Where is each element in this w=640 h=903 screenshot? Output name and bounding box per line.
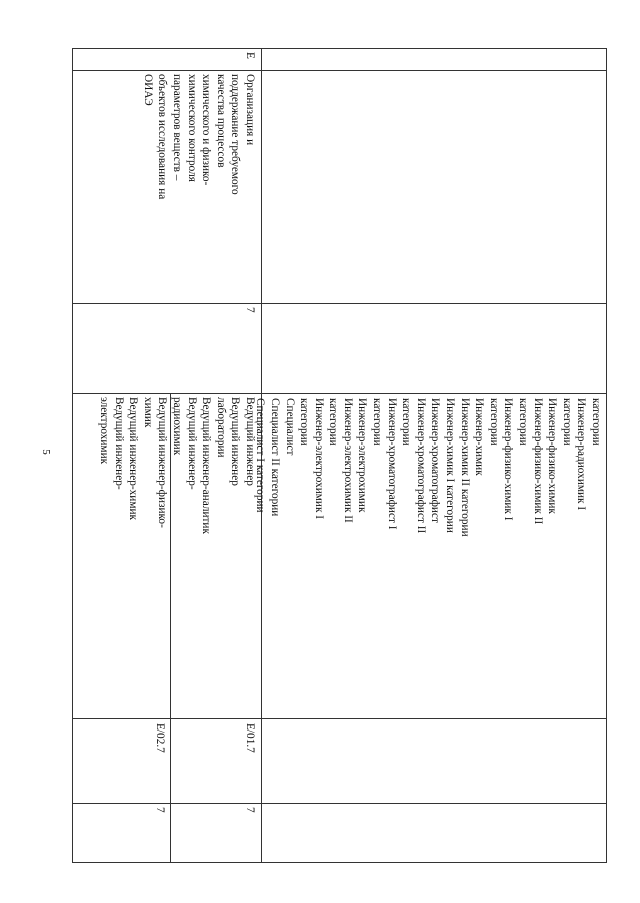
col-divider	[72, 303, 607, 304]
group-positions: Ведущий инженер Ведущий инженер лаборатории Ведущий инженер-аналитик Ведущий инженер- радиохимик Ведущий инженер-физико- химик Ведущий инженер-химик Ведущий инженер- электрохимик	[98, 397, 256, 534]
col-divider	[72, 393, 607, 394]
group-code: E	[244, 52, 256, 59]
function-code: E/02.7	[154, 723, 166, 753]
group-name: Организация и поддержание требуемого качества процессов химического и физико- химического контроля параметров веществ – объектов исследования на ОИАЭ	[141, 74, 256, 200]
function-level: 7	[244, 807, 256, 813]
group-level: 7	[244, 307, 256, 313]
document-table	[72, 48, 607, 863]
col-divider	[72, 70, 607, 71]
function-code: E/01.7	[244, 723, 256, 753]
function-level: 7	[154, 807, 166, 813]
positions-list-continued: категории Инженер-радиохимик I категории Инженер-физико-химик Инженер-физико-химик II категории Инженер-физико-химик I категории Инженер-химик Инженер-химик II категории Инженер-химик I категории Инженер-хроматографист Инженер-хроматографист II категории Инженер-хроматографист I категории Инженер-электрохимик Инженер-электрохимик II категории Инженер-электрохимик I категории Специалист Специалист II категории Специалист I категории	[254, 398, 602, 537]
col-divider	[72, 803, 607, 804]
page-number: 5	[40, 449, 52, 455]
col-divider	[72, 718, 607, 719]
